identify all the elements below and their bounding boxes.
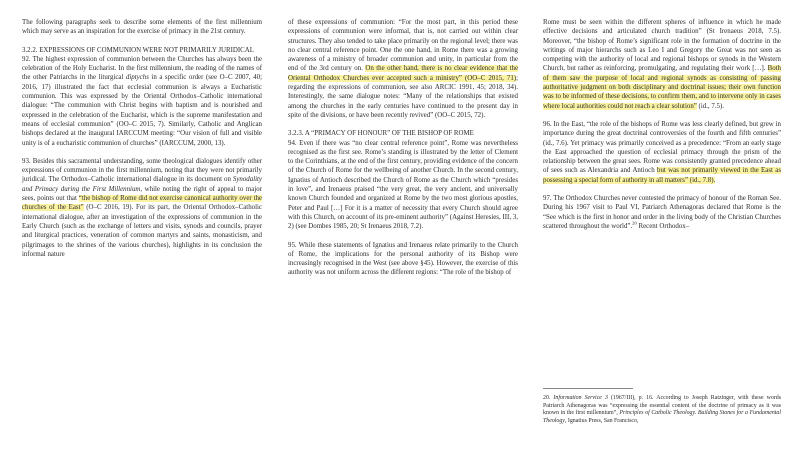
paragraph-93: 93. Besides this sacramental understanding, some theological dialogues identify other expressions of communion in the first millennium, noting that they were not primarily juridical. The Orthodox–Catholic international dialogue in its document on Synodality and Primacy during the First Millennium, while noting the right of appeal to major sees, points out that “the bishop of Rome did not exercise canonical authority over the churches of the East” (O–C 2016, 19). For its part, the Oriental Orthodox–Catholic international dialogue, after an investigation of the expressions of communion in the Early Church (such as the exchange of letters and visits, synods and councils, prayer and liturgical practices, veneration of common martyrs and saints, monasticism, and pilgrimages to the shrines of the various churches), highlights in its conclusion the informal nature [22, 157, 262, 258]
column-right [543, 18, 781, 231]
section-heading-3-2-3: 3.2.3. A “PRIMACY OF HONOUR” OF THE BISHOP OF ROME [288, 130, 474, 138]
column-left [22, 18, 262, 259]
paragraph-93-continued: of these expressions of communion: “For the most part, in this period these expressions of communion were informal, that is, not carried out within clear structures. They also tended to take place primarily on the regional level; there was no clear central reference point. One the one hand, in Rome there was a growing awareness of a ministry of broader communion and unity, in particular from the end of the 3rd century on. On the other hand, there is no clear evidence that the Oriental Orthodox Churches ever accepted such a ministry” (OO–C 2015, 71); regarding the expressions of communion, see also ARCIC 1991, 45; 2018, 34). Interestingly, the same dialogue notes: “Many of the relationships that existed among the churches in the early centuries have continued to the present day in spite of the divisions, or have been recently revived” (OO–C 2015, 72). [288, 19, 518, 119]
highlight: but was not primarily viewed in the East as possessing a special form of authority in all matters” (id., 7.8). [543, 167, 781, 184]
footnote-divider [543, 388, 633, 389]
footnote-section [543, 388, 781, 432]
highlight: On the other hand, there is no clear evidence that the Oriental Orthodox Churches ever accepted such a ministry” (OO–C 2015, 71) [288, 65, 518, 82]
paragraph-97: 97. The Orthodox Churches never contested the primacy of honour of the Roman See. During his 1967 visit to Paul VI, Patriarch Athenagoras declared that Rome is the “See which is the first in honor and order in the living body of the Christian Churches scattered throughout the world”.$^{20}$ Recent Orthodox– [543, 195, 781, 230]
intro-paragraph: The following paragraphs seek to describe some elements of the first millennium which may serve as an inspiration for the exercise of primacy in the 21st century. [22, 19, 262, 36]
column-middle [288, 18, 518, 278]
paragraph-96: 96. In the East, “the role of the bishops of Rome was less clearly defined, but grew in importance during the great doctrinal controversies of the fourth and fifth centuries” (id., 7.6). Yet primacy was primarily conceived as a precedence: “From an early stage the East approached the question of ecclesial primacy through the prism of the relationship between the great sees. Rome was consistently granted precedence ahead of sees such as Alexandria and Antioch but was not primarily viewed in the East as possessing a special form of authority in all matters” (id., 7.8). [543, 120, 781, 184]
paragraph-95-continued: Rome must be seen within the different spheres of influence in which he made effective decisions and articulated church tradition” (St Irenaeus 2018, 7.5). Moreover, “the bishop of Rome’s significant role in the formation of doctrine in the writings of major hierarchs such as Leo I and Gregory the Great was not seen as competing with the authority of local and regional bishops or synods in the Western Church, but rather as reinforcing, promulgating, and regulating their work […]. Both of them saw the purpose of local and regional synods as consisting of passing authoritative judgment on both disciplinary and doctrinal issues; their own function was to be informed of these decisions, to confirm them, and to intervene only in cases where local authorities could not reach a clear solution” (id., 7.5). [543, 19, 781, 110]
section-heading-3-2-2: 3.2.2. EXPRESSIONS OF COMMUNION WERE NOT PRIMARILY JURIDICAL [22, 46, 254, 54]
paragraph-92: 92. The highest expression of communion between the Churches has always been the celebration of the Holy Eucharist. In the first millennium, the reading of the names of the other Patriarchs in the liturgical diptychs in a specific order (see O–C 2007, 40; 2016, 17) illustrated the fact that ecclesial communion is always a Eucharistic communion. This was expressed by the Oriental Orthodox–Catholic international dialogue: “The communion with Christ begins with baptism and is nourished and expressed in the celebration of the Eucharist, which is the supreme manifestation and means of ecclesial communion” (OO–C 2015, 7). Similarly, Catholic and Anglican bishops declared at the inaugural IARCCUM meeting: “Our vision of full and visible unity is of a eucharistic communion of churches” (IARCCUM, 2000, 13). [22, 55, 262, 147]
paragraph-94: 94. Even if there was “no clear central reference point”, Rome was nevertheless recognised as the first see. Rome’s standing is illustrated by the letter of Clement to the Corinthians, at the end of the first century, providing evidence of the concern of the Church of Rome for the wellbeing of another Church. In the second century, Ignatius of Antioch described the Church of Rome as the Church which “presides in love”, and Irenaeus praised “the very great, the very ancient, and universally known Church founded and organized at Rome by the two most glorious apostles, Peter and Paul […] For it is a matter of necessity that every Church should agree with this Church, on account of its pre-eminent authority” (Against Heresies, III, 3, 2) (see Dombes 1985, 20; St Irenaeus 2018, 7.2). [288, 139, 518, 231]
highlight: Both of them saw the purpose of local and regional synods as consisting of passing authoritative judgment on both disciplinary and doctrinal issues; their own function was to be informed of these decisions, to confirm them, and to intervene only in cases where local authorities could not reach a clear solution” [543, 65, 781, 110]
highlight: “the bishop of Rome did not exercise canonical authority over the churches of the East” [22, 195, 262, 212]
footnote-20: 20. Information Service 3 (1967/III), p. 16. According to Joseph Ratzinger, with these words Patriarch Athenagoras was “expressing the essential content of the doctrine of primacy as it was known in the first millennium”, Principles of Catholic Theology. Building Stones for a Fundamental Theology, Ignatius Press, San Francisco, [543, 394, 781, 425]
paragraph-95: 95. While these statements of Ignatius and Irenaeus relate primarily to the Church of Rome, the implications for the personal authority of its Bishop were increasingly recognised in the West (see above §45). However, the exercise of this authority was not uniform across the different regions: “The role of the bishop of [288, 241, 518, 277]
